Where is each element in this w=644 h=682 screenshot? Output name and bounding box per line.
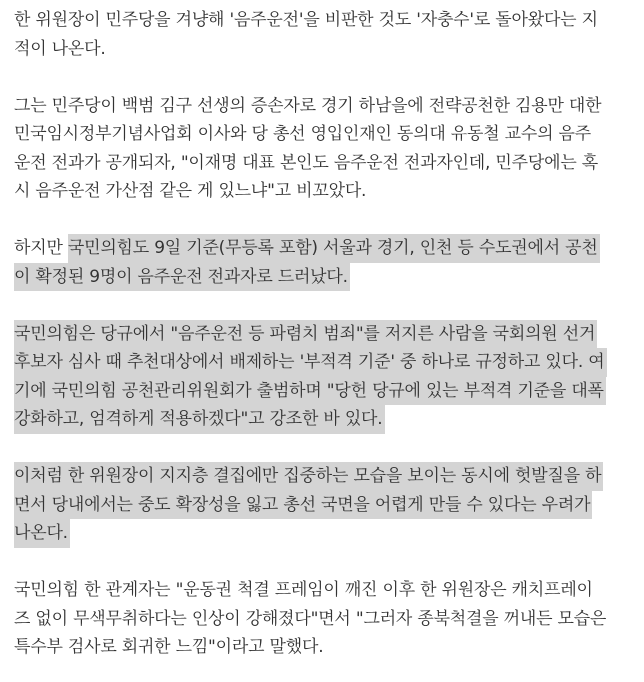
highlighted-text: 면서 당내에서는 중도 확장성을 잃고 총선 국면을 어렵게 만들 수 있다는 우려가 [14,491,592,520]
text-line [14,234,634,263]
text-line: 특수부 검사로 회귀한 느낌"이라고 말했다. [14,637,324,657]
paragraph-gap [14,548,634,577]
text-line [14,348,634,377]
text-line: 그는 민주당이 백범 김구 선생의 증손자로 경기 하남을에 전략공천한 김용만 대한 [14,95,602,116]
paragraph-2 [14,92,634,206]
text-line: 적이 나온다. [14,38,106,59]
highlighted-text: 기에 국민의힘 공천관리위원회가 출범하며 "당헌 당규에 있는 부적격 기준을 대폭 [14,377,606,406]
paragraph-1 [14,6,634,63]
paragraph-gap [14,291,634,320]
text-line: 국민의힘 한 관계자는 "운동권 척결 프레임이 깨진 이후 한 위원장은 캐치프레이 [14,580,593,600]
text-line [14,519,634,548]
text-line [14,320,634,349]
paragraph-4 [14,320,634,434]
highlighted-text: 국민의힘도 9일 기준(무등록 포함) 서울과 경기, 인천 등 수도권에서 공천 [68,234,600,263]
paragraph-6 [14,576,634,662]
lead-text: 하지만 [14,238,68,258]
paragraph-gap [14,434,634,463]
highlighted-text: 이 확정된 9명이 음주운전 전과자로 드러났다. [14,263,350,292]
text-line [14,263,634,292]
highlighted-text: 후보자 심사 때 추천대상에서 배제하는 '부적격 기준' 중 하나로 규정하고 있다. 여 [14,348,607,377]
highlighted-text: 강화하고, 엄격하게 적용하겠다"고 강조한 바 있다. [14,405,385,434]
text-line [14,377,634,406]
text-line: 민국임시정부기념사업회 이사와 당 총선 영입인재인 동의대 유동철 교수의 음주 [14,124,591,144]
paragraph-gap [14,206,634,235]
text-line: 한 위원장이 민주당을 겨냥해 '음주운전'을 비판한 것도 '자충수'로 돌아왔다는 지 [14,10,598,30]
text-line [14,405,634,434]
text-line: 운전 전과가 공개되자, "이재명 대표 본인도 음주운전 전과자인데, 민주당에는 혹 [14,152,598,173]
text-line [14,462,634,491]
paragraph-3 [14,234,634,291]
article-body [14,6,634,662]
text-line: 시 음주운전 가산점 같은 게 있느냐"고 비꼬았다. [14,181,367,201]
text-line: 즈 없이 무색무취하다는 인상이 강해졌다"면서 "그러자 종북척결을 꺼내든 모습은 [14,608,607,629]
paragraph-5 [14,462,634,548]
text-line [14,491,634,520]
highlighted-text: 나온다. [14,519,70,548]
highlighted-text: 이처럼 한 위원장이 지지층 결집에만 집중하는 모습을 보이는 동시에 헛발질을 하 [14,462,603,491]
highlighted-text: 국민의힘은 당규에서 "음주운전 등 파렴치 범죄"를 저지른 사람을 국회의원 선거 [14,320,597,349]
paragraph-gap [14,63,634,92]
